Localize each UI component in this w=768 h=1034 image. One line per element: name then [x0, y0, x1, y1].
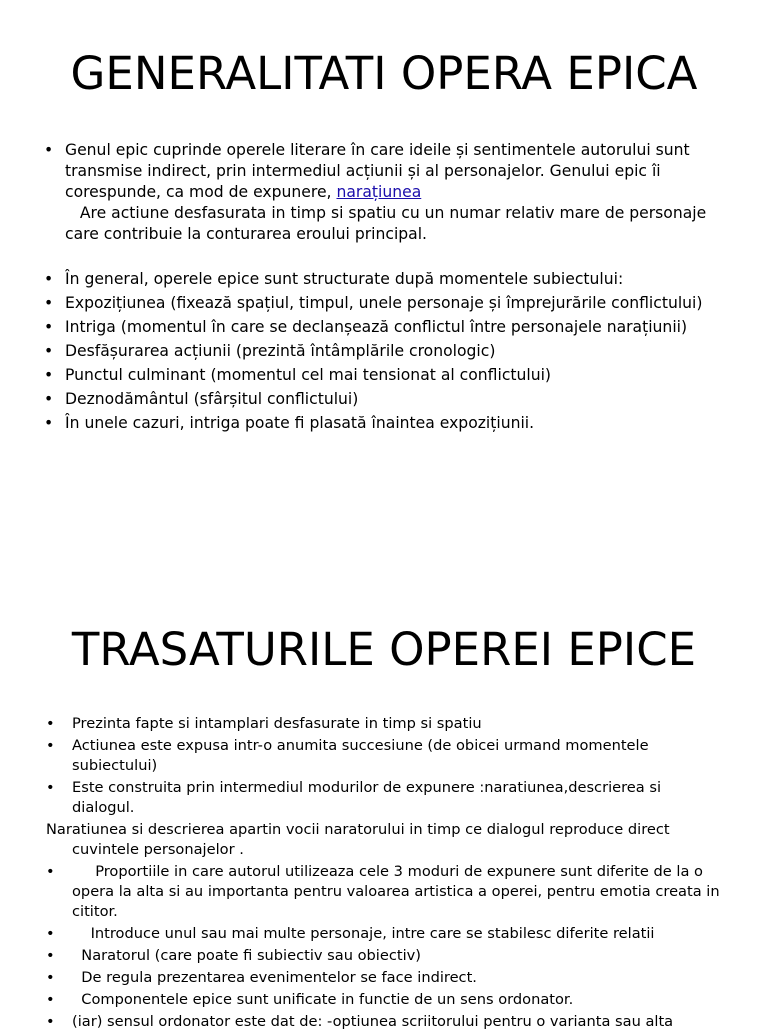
bullet-icon: • [44, 270, 54, 288]
list-item [44, 413, 734, 434]
list-item [44, 293, 734, 314]
slide-body [46, 714, 726, 1034]
list-item-text: În unele cazuri, intriga poate fi plasată înaintea expozițiunii. [65, 414, 535, 432]
bullet-icon: • [46, 1013, 55, 1030]
bullet-icon: • [46, 991, 55, 1008]
list-item [46, 968, 726, 988]
list-item-text: Expozițiunea (fixează spațiul, timpul, unele personaje și împrejurările conflictului) [65, 294, 703, 312]
list-item [46, 778, 726, 818]
paragraph-text: Naratiunea si descrierea apartin vocii naratorului in timp ce dialogul reproduce direct [46, 821, 670, 838]
list-item [46, 714, 726, 734]
list-item [46, 1012, 726, 1032]
spacer [44, 245, 734, 266]
bullet-icon: • [46, 715, 55, 732]
list-item [44, 269, 734, 290]
slide-title: TRASATURILE OPEREI EPICE [71, 623, 697, 676]
list-item-text: Desfășurarea acțiunii (prezintă întâmplările cronologic) [65, 342, 496, 360]
paragraph-text-hang: cuvintele personajelor . [72, 841, 244, 858]
bullet-icon: • [44, 342, 54, 360]
list-item [46, 736, 726, 776]
bullet-icon: • [44, 141, 54, 159]
paragraph-text: Genul epic cuprinde operele literare în care ideile și sentimentele autorului sunt transmise indirect, prin intermediul acțiunii și al personajelor. Genului epic îi corespunde, ca mod de expunere, [65, 141, 690, 201]
list-item-text: În general, operele epice sunt structurate după momentele subiectului: [65, 270, 624, 288]
bullet-icon: • [46, 863, 55, 880]
bullet-icon: • [46, 779, 55, 796]
list-item-text: Actiunea este expusa intr-o anumita succesiune (de obicei urmand momentele subiectului) [72, 737, 649, 774]
list-item-text: Introduce unul sau mai multe personaje, intre care se stabilesc diferite relatii [72, 925, 655, 942]
list-item [44, 365, 734, 386]
list-item-text: Deznodământul (sfârșitul conflictului) [65, 390, 359, 408]
bullet-icon: • [44, 414, 54, 432]
list-item-text: Proportiile in care autorul utilizeaza cele 3 moduri de expunere sunt diferite de la o opera la alta si au importanta pentru valoarea artistica a operei, pentru emotia creata in cititor. [72, 863, 725, 920]
paragraph-continuation-text: Are actiune desfasurata in timp si spatiu cu un numar relativ mare de personaje care contribuie la conturarea eroului principal. [65, 204, 707, 243]
list-item-text: Este construita prin intermediul modurilor de expunere :naratiunea,descrierea si dialogul. [72, 779, 662, 816]
bullet-icon: • [46, 969, 55, 986]
slide-trasaturile [0, 590, 768, 1030]
list-item-text: Naratorul (care poate fi subiectiv sau obiectiv) [72, 947, 421, 964]
bullet-icon: • [46, 925, 55, 942]
list-item-text: Componentele epice sunt unificate in functie de un sens ordonator. [72, 991, 574, 1008]
bullet-icon: • [44, 294, 54, 312]
bullet-icon: • [46, 947, 55, 964]
paragraph-continuation [44, 203, 734, 245]
list-item [44, 140, 734, 203]
paragraph [46, 820, 726, 860]
slide-title: GENERALITATI OPERA EPICA [70, 47, 698, 100]
list-item-text: (iar) sensul ordonator este dat de: -optiunea scriitorului pentru o varianta sau alta [72, 1013, 674, 1030]
list-item [46, 862, 726, 922]
list-item [44, 389, 734, 410]
list-item [46, 990, 726, 1010]
list-item-text: De regula prezentarea evenimentelor se face indirect. [72, 969, 477, 986]
list-item-text: Intriga (momentul în care se declanșează conflictul între personajele narațiunii) [65, 318, 688, 336]
list-item [46, 946, 726, 966]
bullet-icon: • [44, 390, 54, 408]
list-item-text: Prezinta fapte si intamplari desfasurate in timp si spatiu [72, 715, 482, 732]
narratiunea-link[interactable]: narațiunea [336, 183, 422, 201]
list-item [44, 341, 734, 362]
bullet-icon: • [44, 366, 54, 384]
list-item [44, 317, 734, 338]
list-item [46, 924, 726, 944]
list-item-text: Punctul culminant (momentul cel mai tensionat al conflictului) [65, 366, 552, 384]
bullet-icon: • [46, 737, 55, 754]
slide-body [44, 140, 734, 434]
bullet-icon: • [44, 318, 54, 336]
